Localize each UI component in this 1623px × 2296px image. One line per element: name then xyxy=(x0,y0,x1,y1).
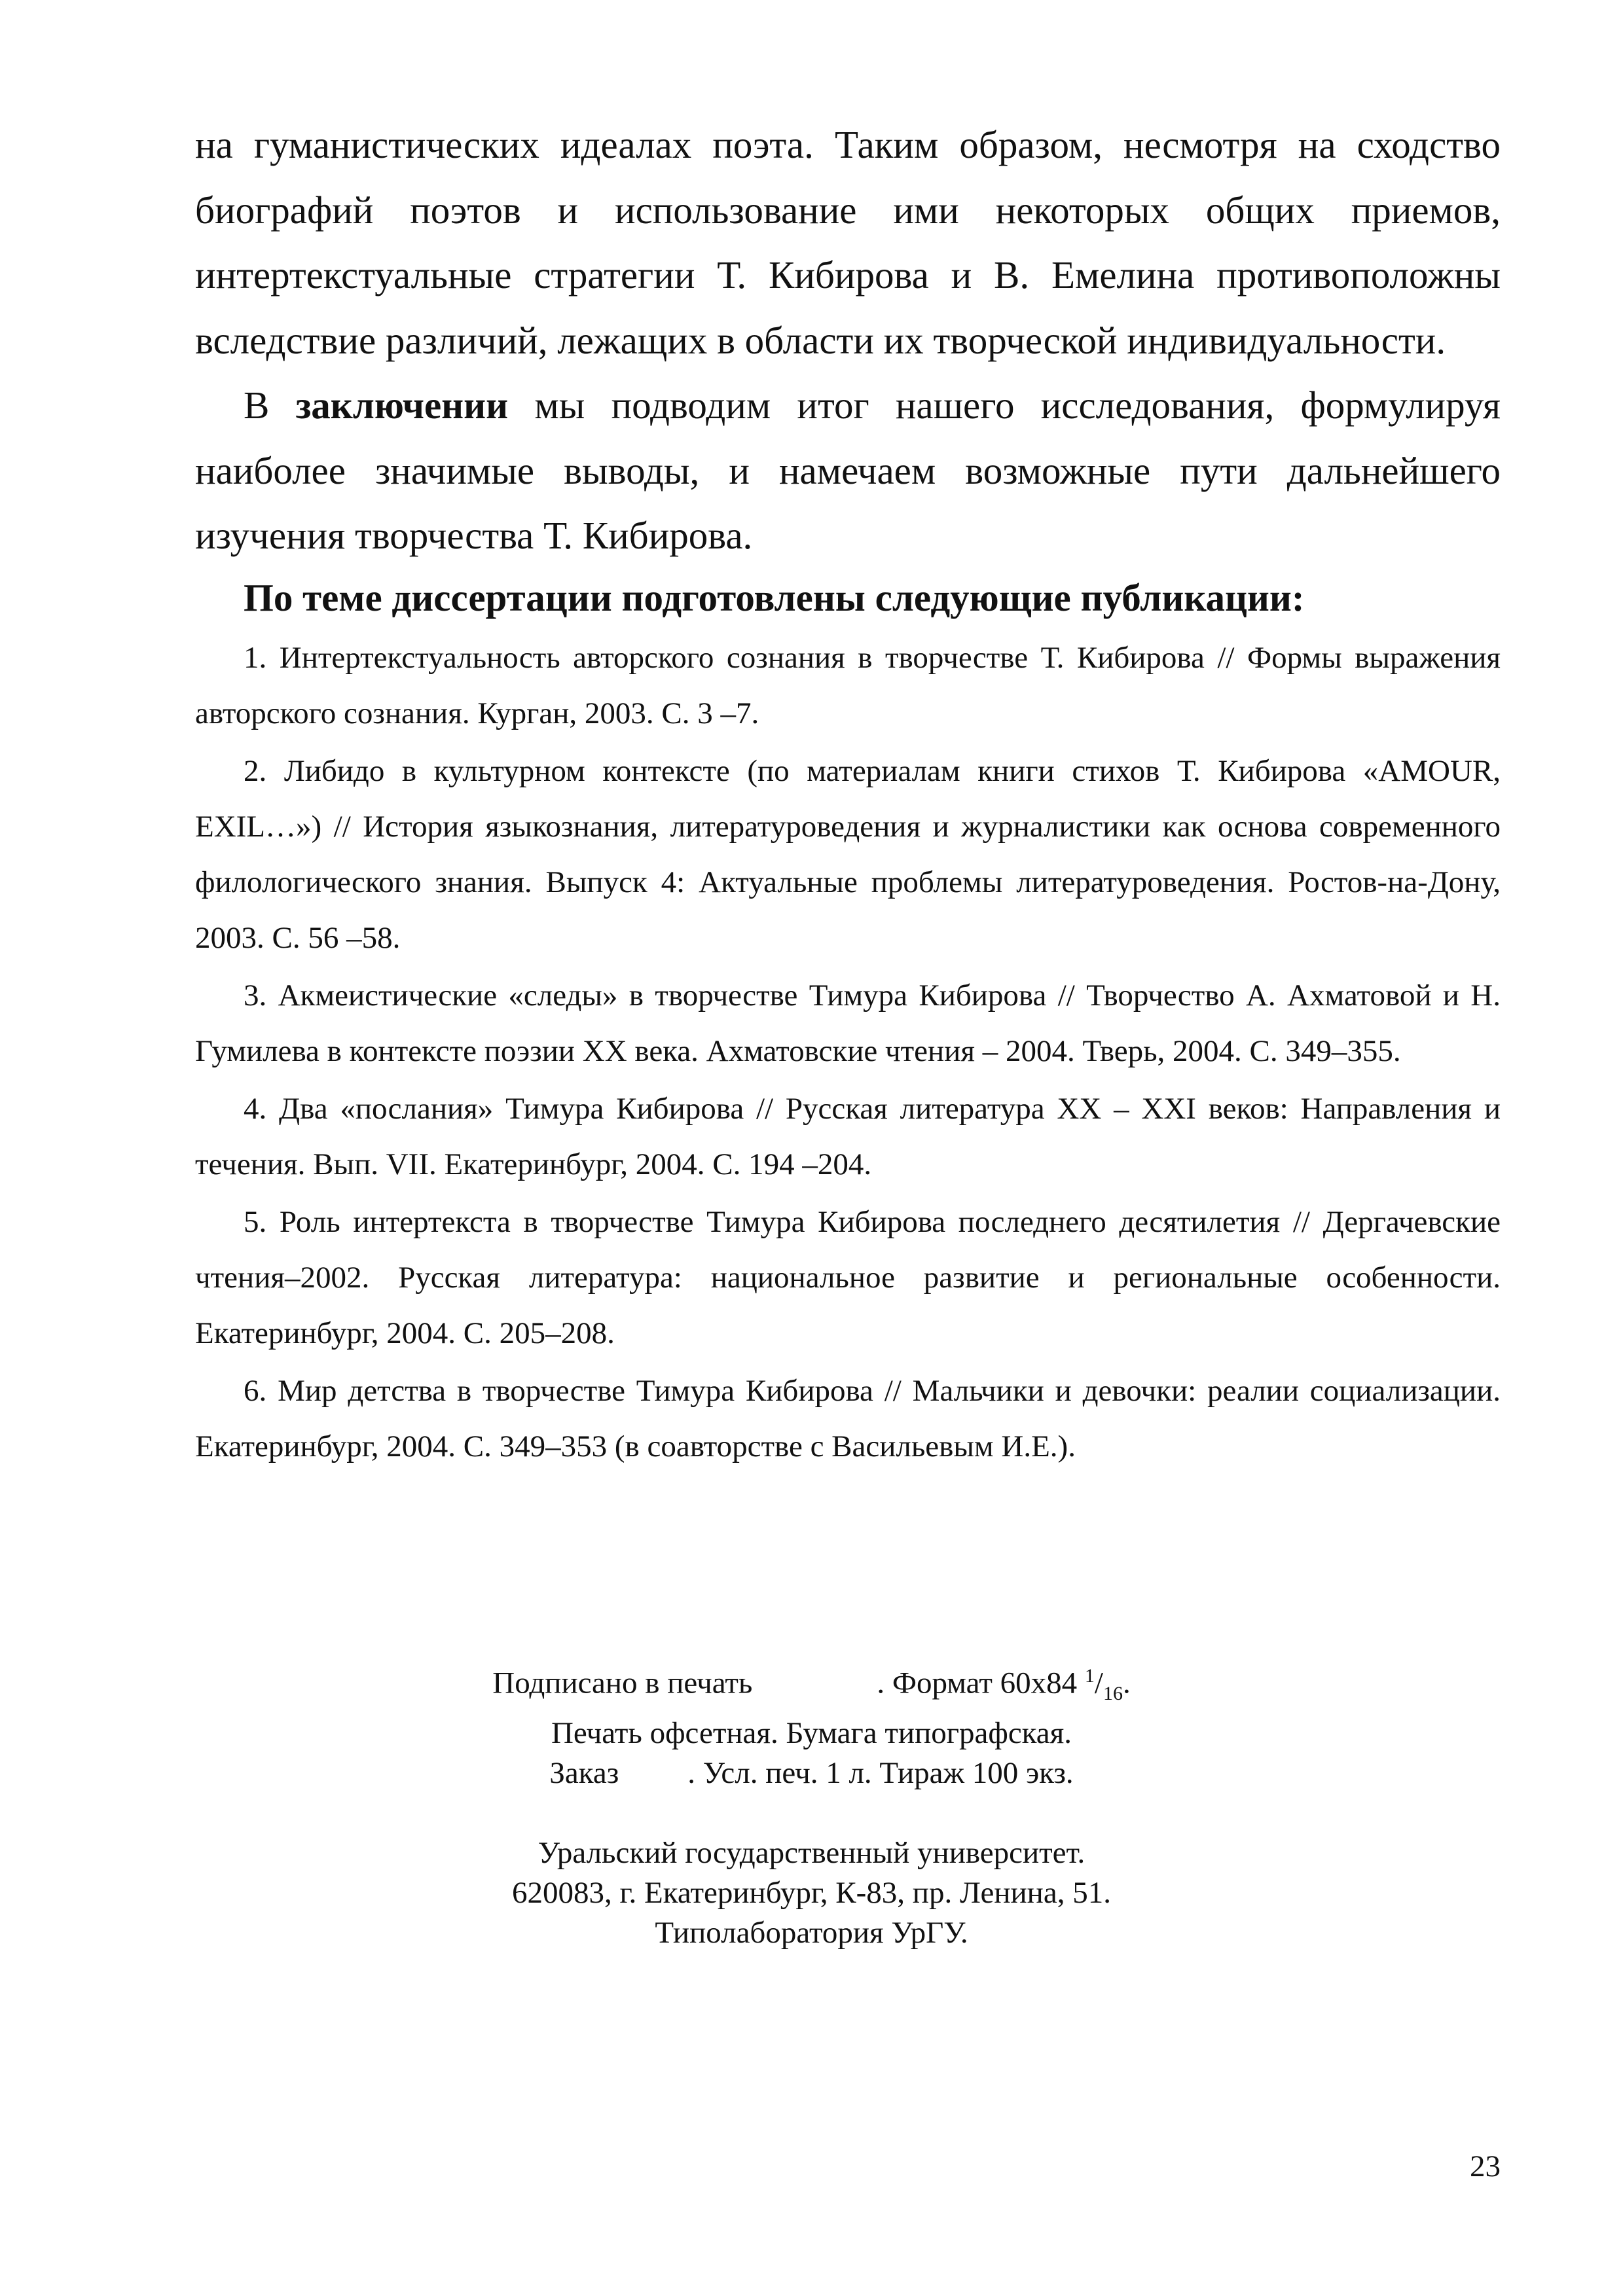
order-rest: . Усл. печ. 1 л. Тираж 100 экз. xyxy=(687,1756,1074,1791)
format-fraction-separator: / xyxy=(1094,1666,1103,1700)
imprint-address: 620083, г. Екатеринбург, К-83, пр. Ленина, 51. xyxy=(512,1876,1111,1910)
publication-item: 4. Два «послания» Тимура Кибирова // Русская литература XX – XXI веков: Направления и течения. Вып. VII. Екатеринбург, 2004. С. 194 –204. xyxy=(195,1091,1501,1181)
conclusion-rest: мы подводим итог нашего исследования, формулируя наиболее значимые выводы, и намечаем возможные пути дальнейшего изучения творчества Т. Кибирова. xyxy=(195,384,1501,557)
main-text xyxy=(195,113,1501,1477)
publications-heading: По теме диссертации подготовлены следующие публикации: xyxy=(244,575,1305,619)
imprint-signed-line xyxy=(0,1656,1623,1713)
format-label: . Формат 60x84 xyxy=(877,1666,1078,1700)
publication-item: 6. Мир детства в творчестве Тимура Кибирова // Мальчики и девочки: реалии социализации. Екатеринбург, 2004. С. 349–353 (в соавторстве с Васильевым И.Е.). xyxy=(195,1373,1501,1463)
order-label: Заказ xyxy=(549,1756,619,1791)
imprint-print-line: Печать офсетная. Бумага типографская. xyxy=(551,1716,1072,1751)
imprint-order-line xyxy=(0,1753,1623,1793)
imprint-university: Уральский государственный университет. xyxy=(538,1836,1085,1871)
format-fraction-denominator: 16 xyxy=(1103,1683,1123,1705)
intro-paragraph: на гуманистических идеалах поэта. Таким образом, несмотря на сходство биографий поэтов и использование ими некоторых общих приемов, интертекстуальные стратегии Т. Кибирова и В. Емелина противоположны вследствие различий, лежащих в области их творческой индивидуальности. xyxy=(195,123,1501,362)
publication-item: 1. Интертекстуальность авторского сознания в творчестве Т. Кибирова // Формы выражения авторского сознания. Курган, 2003. С. 3 –7. xyxy=(195,640,1501,730)
page-number: 23 xyxy=(1470,2149,1501,2183)
publication-item: 3. Акмеистические «следы» в творчестве Тимура Кибирова // Творчество А. Ахматовой и Н. Гумилева в контексте поэзии XX века. Ахматовские чтения – 2004. Тверь, 2004. С. 349–355. xyxy=(195,978,1501,1068)
signed-label: Подписано в печать xyxy=(492,1666,753,1700)
publication-item: 5. Роль интертекста в творчестве Тимура Кибирова последнего десятилетия // Дергачевские чтения–2002. Русская литература: национальное развитие и региональные особенности. Екатеринбург, 2004. С. 205–208. xyxy=(195,1204,1501,1350)
imprint-block xyxy=(0,1656,1623,1953)
conclusion-bold-word: заключении xyxy=(295,384,509,427)
conclusion-prefix: В xyxy=(244,384,270,427)
format-fraction-numerator: 1 xyxy=(1084,1665,1095,1687)
publications-list xyxy=(195,630,1501,1475)
format-end: . xyxy=(1122,1666,1131,1700)
conclusion-paragraph xyxy=(195,373,1501,569)
imprint-lab: Типолаборатория УрГУ. xyxy=(655,1916,968,1950)
publication-item: 2. Либидо в культурном контексте (по материалам книги стихов Т. Кибирова «AMOUR, EXIL…») // История языкознания, литературоведения и журналистики как основа современного филологического знания. Выпуск 4: Актуальные проблемы литературоведения. Ростов-на-Дону, 2003. С. 56 –58. xyxy=(195,753,1501,955)
